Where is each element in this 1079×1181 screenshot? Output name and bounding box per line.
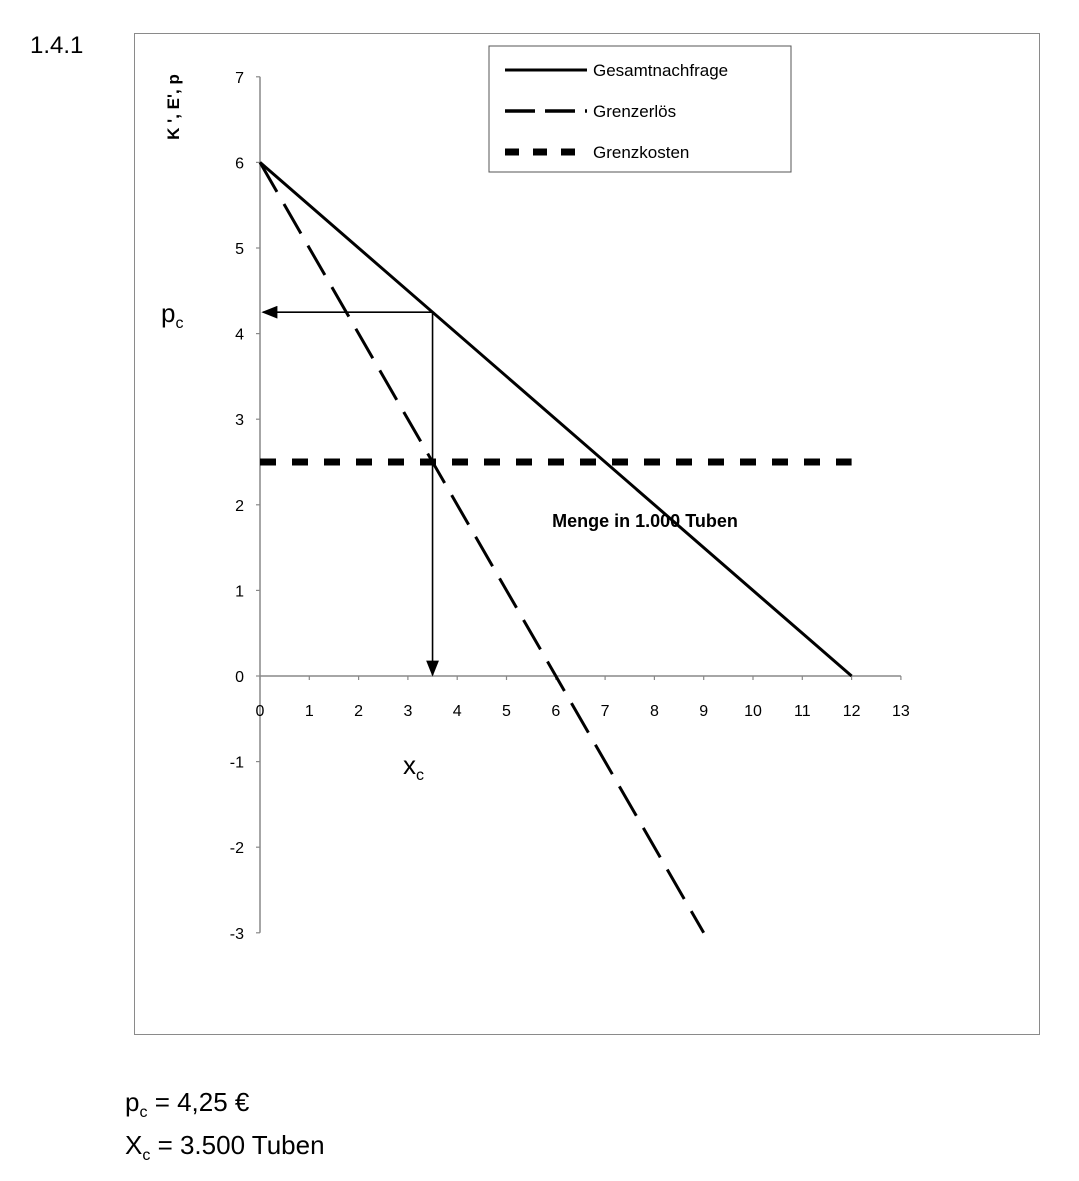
x-tick-label: 11	[793, 703, 811, 720]
result-price-value: = 4,25 €	[147, 1087, 250, 1117]
annotations	[161, 298, 433, 784]
x-tick-label: 13	[892, 703, 910, 720]
x-tick-label: 9	[699, 703, 709, 720]
legend-label: Gesamtnachfrage	[593, 61, 729, 80]
result-price-sub: c	[139, 1104, 148, 1122]
x-tick-label: 5	[502, 703, 511, 720]
x-tick-label: 6	[551, 703, 561, 720]
chart-frame	[134, 33, 1040, 1035]
x-tick-label: 4	[452, 703, 462, 720]
legend-label: Grenzerlös	[593, 102, 677, 121]
price-label-sub: c	[175, 315, 184, 333]
result-price-symbol: p	[125, 1087, 140, 1117]
y-tick-label: 1	[235, 583, 244, 601]
y-tick-label: 7	[235, 69, 244, 87]
y-tick-label: -1	[229, 754, 244, 772]
x-tick-label: 3	[403, 703, 413, 720]
legend-label: Grenzkosten	[593, 143, 690, 162]
x-tick-label: 7	[600, 703, 610, 720]
y-tick-label: 3	[235, 412, 244, 430]
series-line-gesamtnachfrage	[260, 162, 852, 676]
axes	[164, 70, 910, 943]
price-label	[161, 298, 183, 332]
result-quantity-symbol: X	[125, 1130, 143, 1161]
y-tick-label: 4	[235, 326, 244, 344]
y-tick-label: 5	[235, 241, 244, 258]
quantity-label-main: x	[403, 750, 416, 780]
result-quantity	[125, 1129, 325, 1172]
x-axis-label: Menge in 1.000 Tuben	[552, 511, 738, 531]
y-tick-label: -3	[229, 925, 244, 943]
y-tick-label: 0	[235, 669, 244, 686]
quantity-label-sub: c	[416, 767, 424, 784]
plot-area	[260, 162, 852, 932]
quantity-label	[403, 750, 424, 784]
result-quantity-sub: c	[142, 1147, 151, 1165]
x-tick-label: 10	[744, 703, 762, 720]
section-number: 1.4.1	[30, 32, 84, 59]
y-tick-label: -2	[229, 840, 244, 858]
y-tick-label: 6	[235, 155, 244, 173]
chart	[135, 34, 1041, 1036]
x-tick-label: 12	[842, 703, 861, 720]
series-line-grenzerlös	[260, 162, 704, 932]
x-tick-label: 8	[649, 703, 659, 720]
results	[125, 1086, 325, 1172]
x-tick-label: 0	[255, 703, 265, 720]
x-tick-label: 2	[354, 703, 364, 720]
result-quantity-value: = 3.500 Tuben	[150, 1130, 325, 1161]
result-price	[125, 1086, 325, 1129]
y-tick-label: 2	[235, 497, 244, 515]
legend	[489, 46, 791, 172]
x-tick-label: 1	[304, 703, 314, 720]
y-axis-label: K ', E', p	[164, 74, 183, 140]
price-label-main: p	[161, 298, 176, 329]
